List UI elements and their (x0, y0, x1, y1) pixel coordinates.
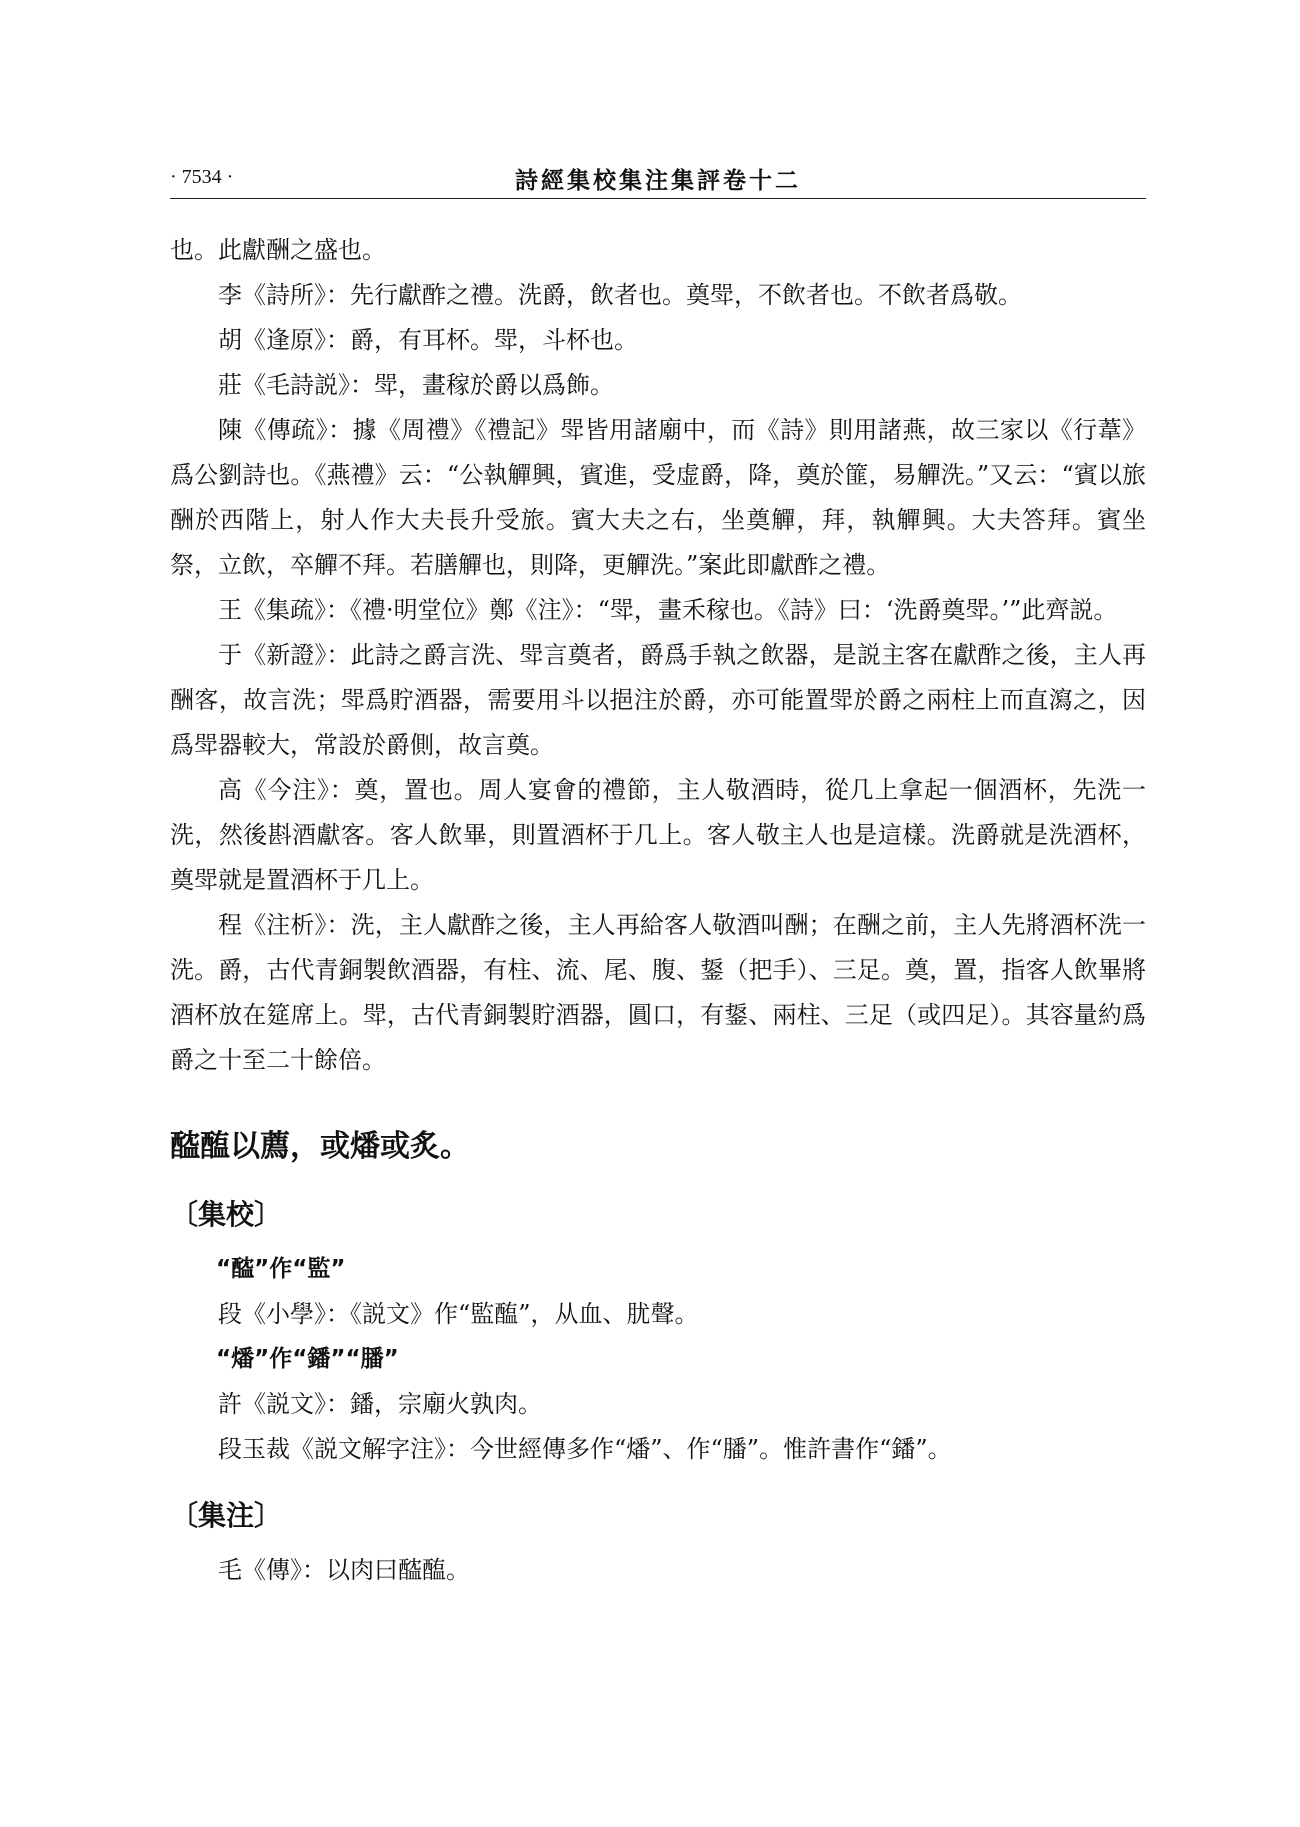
paragraph: 程《注析》：洗，主人獻酢之後，主人再給客人敬酒叫酬；在酬之前，主人先將酒杯洗一洗。爵，古代青銅製飲酒器，有柱、流、尾、腹、鋬（把手）、三足。奠，置，指客人飲畢將酒杯放在筵席上。斝，古代青銅製貯酒器，圓口，有鋬、兩柱、三足（或四足）。其容量約爲爵之十至二十餘倍。 (170, 911, 1146, 1074)
note-line: 許《説文》：鐇，宗廟火孰肉。 (218, 1390, 542, 1418)
paragraph: 高《今注》：奠，置也。周人宴會的禮節，主人敬酒時，從几上拿起一個酒杯，先洗一洗，然後斟酒獻客。客人飲畢，則置酒杯于几上。客人敬主人也是這樣。洗爵就是洗酒杯，奠斝就是置酒杯于几上。 (170, 776, 1146, 894)
section-heading-jizhu: 〔集注〕 (170, 1499, 283, 1532)
verse-line: 醓醢以薦，或燔或炙。 (170, 1129, 470, 1164)
paragraph: 于《新證》：此詩之爵言洗、斝言奠者，爵爲手執之飲器，是説主客在獻酢之後，主人再酬客，故言洗；斝爲貯酒器，需要用斗以挹注於爵，亦可能置斝於爵之兩柱上而直瀉之，因爲斝器較大，常設於爵側，故言奠。 (170, 641, 1146, 759)
running-title: 詩經集校集注集評卷十二 (515, 167, 801, 194)
paragraph: 陳《傳疏》：據《周禮》《禮記》斝皆用諸廟中，而《詩》則用諸燕，故三家以《行葦》爲公劉詩也。《燕禮》云：“公執觶興，賓進，受虚爵，降，奠於篚，易觶洗。”又云：“賓以旅酬於西階上，射人作大夫長升受旅。賓大夫之右，坐奠觶，拜，執觶興。大夫答拜。賓坐祭，立飲，卒觶不拜。若膳觶也，則降，更觶洗。”案此即獻酢之禮。 (170, 416, 1146, 579)
page-number: · 7534 · (170, 166, 234, 188)
page-body (170, 228, 1146, 1593)
section-heading-jijiao: 〔集校〕 (170, 1198, 283, 1231)
paragraph: 王《集疏》：《禮·明堂位》鄭《注》：“斝，畫禾稼也。《詩》曰：‘洗爵奠斝。’”此齊説。 (218, 596, 1118, 624)
paragraph: 莊《毛詩説》：斝，畫稼於爵以爲飾。 (218, 371, 614, 399)
variant-heading: “燔”作“鐇”“膰” (216, 1346, 399, 1372)
note-line: 段玉裁《説文解字注》：今世經傳多作“燔”、作“膰”。惟許書作“鐇”。 (218, 1435, 952, 1463)
header-rule (170, 198, 1146, 199)
note-line: 段《小學》：《説文》作“監醢”，从血、肬聲。 (218, 1300, 699, 1328)
paragraph: 也。此獻酬之盛也。 (170, 236, 386, 264)
note-line: 毛《傳》：以肉曰醓醢。 (218, 1556, 470, 1584)
paragraph: 胡《逢原》：爵，有耳杯。斝，斗杯也。 (218, 326, 638, 354)
paragraph: 李《詩所》：先行獻酢之禮。洗爵，飲者也。奠斝，不飲者也。不飲者爲敬。 (218, 281, 1022, 309)
variant-heading: “醓”作“監” (216, 1256, 346, 1282)
page-header (170, 158, 1146, 198)
